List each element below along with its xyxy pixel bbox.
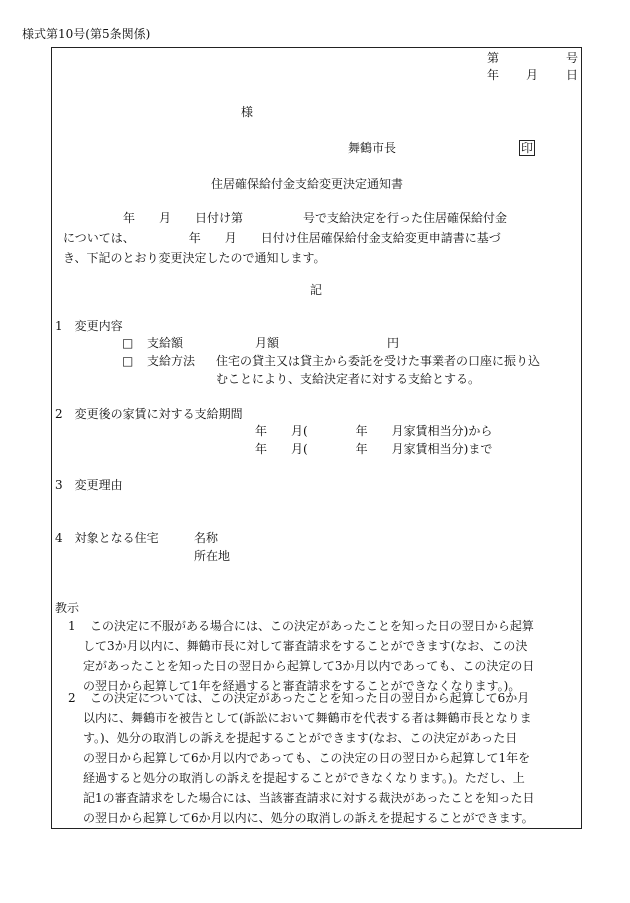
- document-title: 住居確保給付金支給変更決定通知書: [211, 177, 404, 191]
- number-suffix: 号: [566, 51, 579, 65]
- issuer-title: 舞鶴市長: [348, 141, 397, 155]
- instruction-line: 経過すると処分の取消しの訴えを提起することができなくなります。)。ただし、上: [83, 771, 525, 785]
- section-1-heading: 1 変更内容: [55, 319, 123, 333]
- date-day: 日: [566, 68, 579, 82]
- instruction-line: 記1の審査請求をした場合には、当該審査請求に対する裁決があったことを知った日: [83, 791, 535, 805]
- checkbox-method[interactable]: □: [122, 354, 134, 368]
- instruction-line: この決定に不服がある場合には、この決定があったことを知った日の翌日から起算: [90, 619, 534, 633]
- period-end: 年 月( 年 月家賃相当分)まで: [255, 442, 493, 456]
- instruction-2-text: [83, 688, 535, 828]
- method-text-line: むことにより、支給決定者に対する支給とする。: [216, 372, 481, 386]
- housing-address-label: 所在地: [194, 549, 231, 563]
- instruction-line: して3か月以内に、舞鶴市長に対して審査請求をすることができます(なお、この決: [83, 639, 528, 653]
- instruction-2-number: 2: [68, 691, 76, 705]
- amount-label: 支給額: [147, 336, 184, 350]
- housing-name-label: 名称: [194, 531, 219, 545]
- instruction-1-text: [83, 616, 534, 696]
- date-year: 年: [487, 68, 500, 82]
- intro-line: については、 年 月 日付け住居確保給付金支給変更申請書に基づ: [63, 231, 501, 245]
- instruction-line: 以内に、舞鶴市を被告として(訴訟において舞鶴市を代表する者は舞鶴市長となりま: [83, 711, 532, 725]
- intro-paragraph: [63, 208, 507, 268]
- instruction-1-number: 1: [68, 619, 76, 633]
- checkbox-amount[interactable]: □: [122, 336, 134, 350]
- period-start: 年 月( 年 月家賃相当分)から: [255, 424, 493, 438]
- form-label: 様式第10号(第5条関係): [22, 27, 151, 41]
- intro-line: き、下記のとおり変更決定したので通知します。: [63, 251, 326, 265]
- number-prefix: 第: [487, 51, 500, 65]
- intro-line: 年 月 日付け第 号で支給決定を行った住居確保給付金: [63, 211, 508, 225]
- instruction-line: の翌日から起算して6か月以内であっても、この決定の日の翌日から起算して1年を: [83, 751, 531, 765]
- amount-value: 月額 円: [255, 336, 400, 350]
- ki-heading: 記: [310, 283, 323, 297]
- addressee-suffix: 様: [241, 105, 254, 119]
- method-text-line: 住宅の貸主又は貸主から委託を受けた事業者の口座に振り込: [216, 354, 541, 368]
- date-month: 月: [526, 68, 539, 82]
- instruction-line: この決定については、この決定があったことを知った日の翌日から起算して6か月: [90, 691, 530, 705]
- section-4-heading: 4 対象となる住宅: [55, 531, 159, 545]
- method-label: 支給方法: [147, 354, 196, 368]
- section-2-heading: 2 変更後の家賃に対する支給期間: [55, 407, 243, 421]
- issuer-seal: 印: [521, 141, 534, 155]
- instruction-heading: 教示: [55, 601, 80, 615]
- instruction-line: す。)、処分の取消しの訴えを提起することができます(なお、この決定があった日: [83, 731, 518, 745]
- instruction-line: 定があったことを知った日の翌日から起算して3か月以内であっても、この決定の日: [83, 659, 535, 673]
- section-3-heading: 3 変更理由: [55, 478, 123, 492]
- instruction-line: の翌日から起算して1年を経過すると審査請求をすることができなくなります。)。: [83, 679, 521, 693]
- instruction-line: の翌日から起算して6か月以内に、処分の取消しの訴えを提起することができます。: [83, 811, 534, 825]
